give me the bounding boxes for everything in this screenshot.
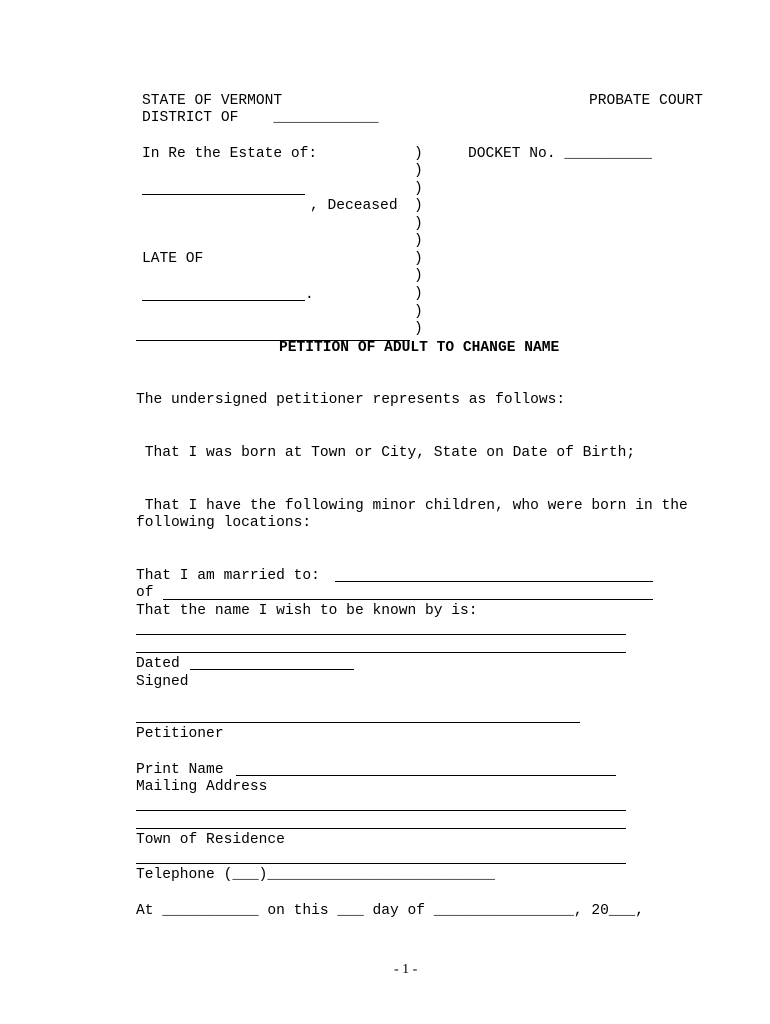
caption-paren: ) <box>414 321 423 337</box>
signed-label: Signed <box>136 674 189 690</box>
late-of-label: LATE OF <box>142 251 204 267</box>
district-label: DISTRICT OF ____________ <box>142 110 379 126</box>
mailing-address-line-2[interactable] <box>136 828 626 829</box>
caption-paren: ) <box>414 163 423 179</box>
caption-paren: ) <box>414 146 423 162</box>
married-label: That I am married to: <box>136 568 320 584</box>
town-label: Town of Residence <box>136 832 285 848</box>
caption-paren: ) <box>414 304 423 320</box>
print-name-label: Print Name <box>136 762 224 778</box>
name-wish-label: That the name I wish to be known by is: <box>136 603 478 619</box>
dated-label: Dated <box>136 656 180 672</box>
of-label: of <box>136 585 154 601</box>
new-name-line-2[interactable] <box>136 652 626 653</box>
caption-paren: ) <box>414 198 423 214</box>
children-statement-line-2: following locations: <box>136 515 312 531</box>
caption-paren: ) <box>414 251 423 267</box>
caption-paren: ) <box>414 233 423 249</box>
children-statement-line-1: That I have the following minor children, who were born in the <box>136 498 688 514</box>
new-name-line-1[interactable] <box>136 634 626 635</box>
signature-line[interactable] <box>136 722 580 723</box>
spouse-residence-line[interactable] <box>163 599 653 600</box>
caption-paren: ) <box>414 181 423 197</box>
state-label: STATE OF VERMONT <box>142 93 283 109</box>
print-name-line[interactable] <box>236 775 616 776</box>
birth-statement: That I was born at Town or City, State on Date of Birth; <box>136 445 636 461</box>
mailing-address-line-1[interactable] <box>136 810 626 811</box>
caption-paren: ) <box>414 286 423 302</box>
late-of-line[interactable] <box>142 300 305 301</box>
caption-paren: ) <box>414 216 423 232</box>
late-of-period: . <box>305 287 314 303</box>
document-title: PETITION OF ADULT TO CHANGE NAME <box>279 340 560 356</box>
court-label: PROBATE COURT <box>589 93 703 109</box>
mailing-address-label: Mailing Address <box>136 779 268 795</box>
docket-number-field[interactable]: DOCKET No. __________ <box>468 146 652 162</box>
spouse-name-line[interactable] <box>335 581 653 582</box>
telephone-field[interactable]: Telephone (___)__________________________ <box>136 867 496 883</box>
at-date-line[interactable]: At ___________ on this ___ day of ________________, 20___, <box>136 903 644 919</box>
intro-text: The undersigned petitioner represents as follows: <box>136 392 566 408</box>
estate-label: In Re the Estate of: <box>142 146 318 162</box>
deceased-label: , Deceased <box>310 198 398 214</box>
decedent-name-line[interactable] <box>142 194 305 195</box>
page-number: - 1 - <box>394 962 418 977</box>
date-line[interactable] <box>190 669 354 670</box>
caption-paren: ) <box>414 268 423 284</box>
petitioner-label: Petitioner <box>136 726 224 742</box>
town-line[interactable] <box>136 863 626 864</box>
